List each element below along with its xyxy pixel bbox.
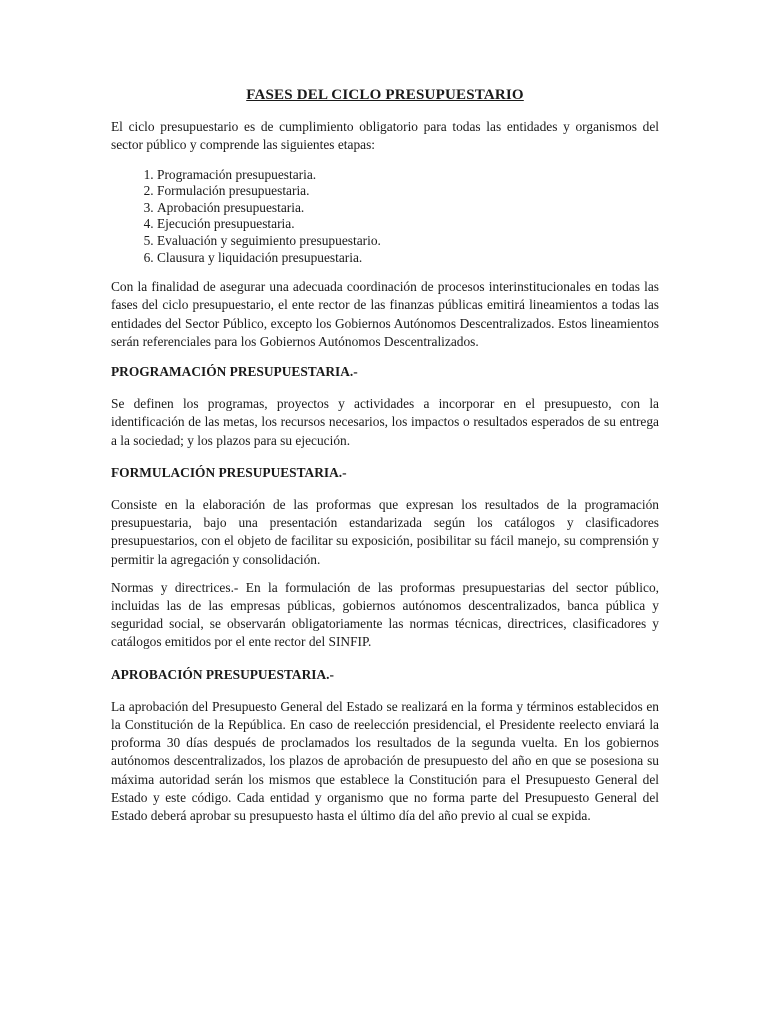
list-item: 3. Aprobación presupuestaria. bbox=[157, 200, 659, 217]
formulacion-heading: FORMULACIÓN PRESUPUESTARIA.- bbox=[111, 464, 347, 480]
intro-paragraph: El ciclo presupuestario es de cumplimiento obligatorio para todas las entidades y organismos del sector público y comprende las siguientes etapas: bbox=[111, 119, 659, 153]
aprobacion-heading: APROBACIÓN PRESUPUESTARIA.- bbox=[111, 666, 334, 682]
document-title: FASES DEL CICLO PRESUPUESTARIO bbox=[246, 87, 524, 103]
programacion-paragraph: Se definen los programas, proyectos y actividades a incorporar en el presupuesto, con la identificación de las metas, los recursos necesarios, los impactos o resultados esperados de su entrega a la sociedad; y los plazos para su ejecución. bbox=[111, 396, 659, 448]
coordination-paragraph: Con la finalidad de asegurar una adecuada coordinación de procesos interinstitucionales en todas las fases del ciclo presupuestario, el ente rector de las finanzas públicas emitirá lineamientos a todas las entidades del Sector Público, excepto los Gobiernos Autónomos Descentralizados. Estos lineamientos serán referenciales para los Gobiernos Autónomos Descentralizados. bbox=[111, 279, 659, 349]
normas-paragraph: Normas y directrices.- En la formulación de las proformas presupuestarias del sector público, incluidas las de las empresas públicas, gobiernos autónomos descentralizados, banca pública y seguridad social, se observarán obligatoriamente las normas técnicas, directrices, clasificadores y catálogos emitidos por el ente rector del SINFIP. bbox=[111, 579, 659, 650]
programacion-heading: PROGRAMACIÓN PRESUPUESTARIA.- bbox=[111, 363, 358, 379]
aprobacion-paragraph: La aprobación del Presupuesto General del Estado se realizará en la forma y términos establecidos en la Constitución de la República. En caso de reelección presidencial, el Presidente reelecto enviará la proforma 30 días después de proclamados los resultados de la segunda vuelta. En los gobiernos autónomos descentralizados, los plazos de aprobación de presupuesto del año en que se posesiona su máxima autoridad serán los mismos que establece la Constitución para el Presupuesto General del Estado y este código. Cada entidad y organismo que no forma parte del Presupuesto General del Estado deberá aprobar su presupuesto hasta el último día del año previo al cual se expida. bbox=[111, 698, 659, 824]
list-item: 5. Evaluación y seguimiento presupuestario. bbox=[157, 233, 659, 250]
list-item: 1. Programación presupuestaria. bbox=[157, 167, 659, 184]
list-item: 6. Clausura y liquidación presupuestaria. bbox=[157, 250, 659, 267]
formulacion-paragraph: Consiste en la elaboración de las proformas que expresan los resultados de la programación presupuestaria, bajo una presentación estandarizada según los catálogos y clasificadores presupuestarios, con el objeto de facilitar su exposición, posibilitar su fácil manejo, su comprensión y permitir la agregación y consolidación. bbox=[111, 497, 659, 567]
list-item: 2. Formulación presupuestaria. bbox=[157, 183, 659, 200]
list-item: 4. Ejecución presupuestaria. bbox=[157, 216, 659, 233]
phases-list bbox=[111, 167, 659, 267]
document-page bbox=[111, 86, 659, 825]
